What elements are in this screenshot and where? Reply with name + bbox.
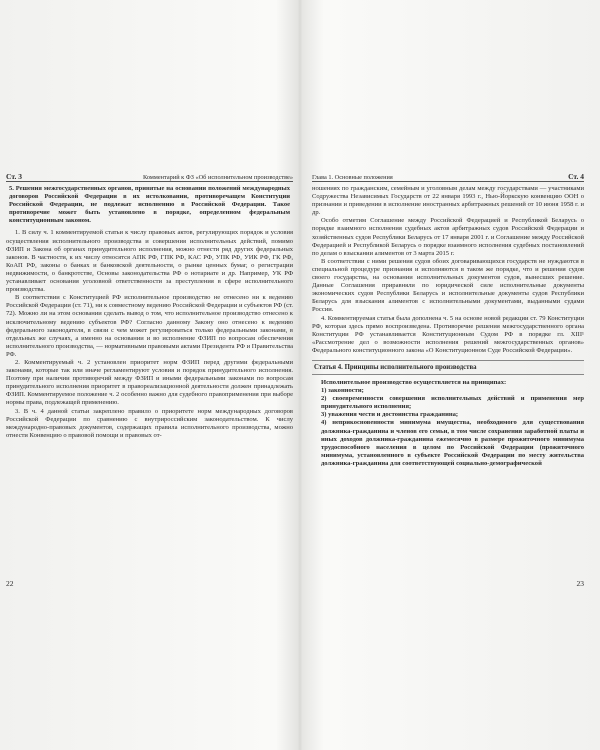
article-title: Статья 4. Принципы исполнительного производства: [312, 360, 584, 375]
page-number: 22: [6, 579, 14, 588]
commentary-paragraph: 4. Комментируемая статья была дополнена ч. 5 на основе новой редакции ст. 79 Конституции РФ, которая здесь прямо воспроизведена. Противоречие решения межгосударственного органа Конституции РФ устанавливается Конституционным Судом РФ в порядке гл. XIII¹ «Рассмотрение дел о возможности исполнения решений межгосударственных органов» Федерального конституционного закона «О Конституционном Суде Российской Федерации».: [312, 314, 584, 354]
principle-item: 2) своевременности совершения исполнительных действий и применения мер принудительного исполнения;: [321, 395, 584, 411]
commentary-paragraph: 2. Комментируемый ч. 2 установлен приоритет норм ФЗИП перед другими федеральными законами, которые так или иначе регламентируют условия и порядок принудительного исполнения. Поэтому при наличии противоречий между ФЗИП и иными федеральными законами по вопросам принудительного исполнения приоритет в правореализационной деятельности должен принадлежать ФЗИП. Комментируемое положение ч. 2 особенно важно для судебного правоприменения при выборе нормы права, подлежащей применению.: [6, 358, 293, 407]
commentary-paragraph: В соответствии с ними решения судов обоих договаривающихся государств не нуждаются в специальной процедуре признания и исполняются в таком же порядке, что и решения судов своего государства, на основании исполнительных документов судов, вынесших решение. Данные Соглашения приравняли по юридической силе исполнительные документы экономических судов Республики Беларусь и исполнительные документы судов Республики Беларусь для взыскания алиментов с исполнительными документами, выданными судами России.: [312, 257, 584, 314]
page-number: 23: [576, 579, 584, 588]
commentary-paragraph: Особо отметим Соглашение между Российской Федерацией и Республикой Беларусь о порядке взаимного исполнения судебных актов арбитражных судов Российской Федерации и хозяйственных судов Республики Беларусь от 17 января 2001 г. и Соглашение между Российской Федерацией и Республикой Беларусь о порядке взаимного исполнения судебных постановлений по делам о взыскании алиментов от 3 марта 2015 г.: [312, 217, 584, 257]
left-header-article: Ст. 3: [6, 172, 22, 181]
left-header-running-title: Комментарий к ФЗ «Об исполнительном производстве»: [143, 174, 293, 181]
principle-item: 4) неприкосновенности минимума имущества, необходимого для существования должника-гражданина и членов его семьи, в том числе сохранения заработной платы и иных доходов должника-гражданина ежемесячно в размере прожиточного минимума трудоспособного населения в целом по Российской Федерации (прожиточного минимума, установленного в субъекте Российской Федерации по месту жительства должника-гражданина для соответствующей социально-демографической: [321, 419, 584, 467]
commentary-paragraph: ношениях по гражданским, семейным и уголовным делам между государствами — участниками Содружества Независимых Государств от 22 января 1993 г., Нью-Йоркскую конвенцию ООН о признании и приведении в исполнение иностранных арбитражных решений от 10 июня 1958 г. и др.: [312, 185, 584, 217]
right-page: [302, 168, 600, 588]
left-page-body: [6, 185, 293, 570]
right-header-running-title: Глава 1. Основные положения: [312, 174, 393, 181]
commentary-paragraph: 1. В силу ч. 1 комментируемой статьи к числу правовых актов, регулирующих порядок и условия осуществления исполнительного производства и совершения исполнительных действий, помимо ФЗИП и Закона об органах принудительного исполнения, можно отнести ряд других федеральных законов. В частности, к их числу относятся АПК РФ, ГПК РФ, КАС РФ, УПК РФ, УИК РФ, ГК РФ, КоАП РФ, законы о банках и банковской деятельности, о рынке ценных бумаг, о регистрации недвижимости, о банкротстве, Основы законодательства РФ о нотариате и др. Например, УК РФ устанавливает основания уголовной ответственности за преступления в сфере исполнительного производства.: [6, 229, 293, 294]
principle-item: 1) законности;: [321, 387, 364, 395]
principles-intro: Исполнительное производство осуществляется на принципах:: [321, 378, 507, 386]
article-clause-5: 5. Решения межгосударственных органов, принятые на основании положений международных договоров Российской Федерации в их истолковании, противоречащем Конституции Российской Федерации, не подлежат исполнению в Российской Федерации. Такое противоречие может быть установлено в порядке, определенном федеральным конституционным законом.: [9, 185, 290, 225]
right-page-header: [312, 168, 584, 182]
right-header-article: Ст. 4: [568, 172, 584, 181]
principles-list: [312, 379, 584, 468]
left-page: [0, 168, 298, 588]
commentary-paragraph: 3. В ч. 4 данной статьи закреплено правило о приоритете норм международных договоров Российской Федерации по сравнению с внутрироссийским законодательством. К числу международно-правовых документов, содержащих правила исполнительного производства, можно отнести Конвенцию о правовой помощи и правовых от-: [6, 407, 293, 439]
principle-item: 3) уважения чести и достоинства гражданина;: [321, 411, 459, 419]
left-page-header: [6, 168, 293, 182]
commentary-paragraph: В соответствии с Конституцией РФ исполнительное производство не отнесено ни к ведению Российской Федерации (ст. 71), ни к совместному ведению Российской Федерации и субъектов РФ (ст. 72). Можно ли на этом основании сделать вывод о том, что исполнительное производство отнесено к исключительному ведению субъектов РФ? Согласно данному Закону оно отнесено к ведению федерального законодателя, в связи с чем может регулироваться только федеральными законами, в отдельных же случаях, а именно на основании и во исполнение ФЗИП по вопросам обеспечения исполнительного производства, — нормативными правовыми актами Президента РФ и Правительства РФ.: [6, 294, 293, 358]
right-page-body: [312, 185, 584, 570]
